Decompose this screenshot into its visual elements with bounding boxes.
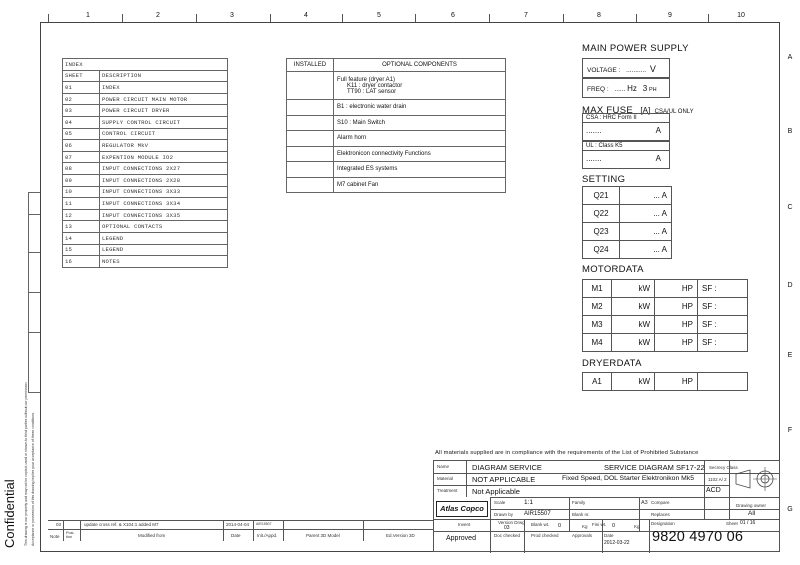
rev-hdr-parent: Parent 3D Model (306, 533, 340, 538)
tb-compare-label: Compare (651, 500, 670, 505)
motor-row (583, 316, 748, 334)
index-sheet: 09 (63, 174, 100, 186)
index-description: OPTIONAL CONTACTS (100, 221, 228, 233)
index-description: LEGEND (100, 244, 228, 256)
atlas-copco-logo-text: Atlas Copco (440, 504, 484, 513)
row-letter: E (787, 352, 793, 359)
title-block (433, 460, 780, 552)
column-number: 10 (737, 12, 745, 19)
tb-blankwt-value: 0 (558, 523, 562, 529)
option-row (287, 177, 506, 193)
installed-cell[interactable] (287, 146, 334, 162)
side-marks (28, 192, 40, 392)
voltage-value: ........... (626, 67, 647, 74)
fuse-csa-box[interactable] (582, 113, 670, 141)
phase-value: 3 (642, 84, 648, 93)
fuse-csa-value: ....... (586, 126, 602, 135)
motordata-title: MOTORDATA (582, 264, 644, 275)
fuse-csa-label: CSA : HRC Form II (583, 114, 669, 123)
tb-material-label: Material (437, 476, 454, 481)
tb-secrecy-label: Secrecy Class (709, 465, 738, 470)
rev-date: 2014-04-04 (226, 522, 250, 527)
freq-box[interactable] (582, 78, 670, 98)
index-description: INPUT CONNECTIONS 3X33 (100, 186, 228, 198)
motor-kw[interactable]: kW (612, 298, 655, 316)
column-number: 9 (668, 12, 672, 19)
setting-row (583, 187, 672, 205)
index-description: LEGEND (100, 232, 228, 244)
index-sheet: 13 (63, 221, 100, 233)
tb-treatment-value: Not Applicable (472, 487, 520, 496)
motor-kw[interactable]: kW (612, 316, 655, 334)
option-label: M7 cabinet Fan (334, 177, 506, 193)
setting-value[interactable]: ... A (620, 223, 672, 241)
motor-sf[interactable]: SF : (698, 334, 748, 352)
option-k11: K11 : dryer contactor (347, 82, 403, 89)
index-row (63, 82, 228, 94)
setting-value[interactable]: ... A (620, 205, 672, 223)
projection-symbol-icon (734, 464, 778, 494)
row-letter: A (787, 54, 793, 61)
installed-cell[interactable] (287, 72, 334, 100)
index-row (63, 128, 228, 140)
tb-scale-label: Scale (494, 500, 506, 505)
motor-id: M3 (583, 316, 612, 334)
column-number: 1 (86, 12, 90, 19)
optional-components-table (286, 58, 506, 193)
motor-id: M2 (583, 298, 612, 316)
confidential-line: This drawing is our property and may not be copied, used or shown to third parties without our permission. (24, 381, 28, 546)
dryerdata-title: DRYERDATA (582, 358, 642, 369)
freq-label: FREQ : (587, 86, 609, 93)
dryer-kw[interactable]: kW (612, 373, 655, 391)
tb-doc-checked: Doc checked (494, 533, 521, 538)
rev-hdr-date: Date (231, 533, 241, 538)
setting-row (583, 205, 672, 223)
motor-kw[interactable]: kW (612, 334, 655, 352)
option-full-feature-label: Full feature (dryer A1) (337, 76, 396, 83)
index-row (63, 186, 228, 198)
index-sheet: 16 (63, 256, 100, 268)
index-description: SUPPLY CONTROL CIRCUIT (100, 116, 228, 128)
option-tt90: TT90 : LAT sensor (347, 88, 397, 95)
motor-hp[interactable]: HP (655, 280, 698, 298)
tb-sheet-value: 01 / 16 (740, 520, 756, 526)
tb-service-value: SERVICE DIAGRAM SF17-22 (604, 463, 705, 472)
compliance-note: All materials supplied are in compliance with the requirements of the List of Prohibited Substance (435, 450, 699, 456)
motor-sf[interactable]: SF : (698, 280, 748, 298)
index-description: REGULATOR MkV (100, 140, 228, 152)
tb-approvals: Approvals (572, 533, 593, 538)
setting-value[interactable]: ... A (620, 187, 672, 205)
freq-value: ...... (614, 86, 626, 93)
components-header: OPTIONAL COMPONENTS (334, 59, 506, 72)
index-description: INPUT CONNECTIONS 3X34 (100, 198, 228, 210)
fuse-ul-box[interactable] (582, 141, 670, 169)
index-sheet: 05 (63, 128, 100, 140)
index-sheet: 03 (63, 105, 100, 117)
index-sheet: 06 (63, 140, 100, 152)
installed-cell[interactable] (287, 162, 334, 178)
dryerdata-table (582, 372, 748, 391)
row-header (780, 22, 800, 552)
tb-fini-label: Fini wt. (592, 522, 607, 527)
index-title: INDEX (63, 59, 228, 71)
column-number: 7 (524, 12, 528, 19)
option-row (287, 115, 506, 131)
installed-header: INSTALLED (287, 59, 334, 72)
installed-cell[interactable] (287, 100, 334, 116)
option-label: Elektronicon connectivity Functions (334, 146, 506, 162)
column-number: 5 (377, 12, 381, 19)
rev-hdr-ed: Ed.Version 3D (386, 533, 415, 538)
fuse-ul-unit: A (655, 154, 661, 163)
tb-blankwt-label: Blank wt. (531, 522, 550, 527)
motor-hp[interactable]: HP (655, 334, 698, 352)
fuse-csa-unit: A (655, 126, 661, 135)
index-row (63, 209, 228, 221)
setting-id: Q24 (583, 241, 620, 259)
confidential-line: Acceptance or possession of this drawing implies your acceptance of these conditions. (31, 411, 35, 546)
index-sheet: 14 (63, 232, 100, 244)
tb-name-label: Name (437, 464, 450, 469)
motor-row (583, 334, 748, 352)
index-description: POWER CIRCUIT DRYER (100, 105, 228, 117)
index-row (63, 174, 228, 186)
rev-hdr-init: Init./Appd. (257, 533, 278, 538)
index-row (63, 221, 228, 233)
index-row (63, 151, 228, 163)
option-label: Alarm horn (334, 131, 506, 147)
motor-kw[interactable]: kW (612, 280, 655, 298)
index-description: NOTES (100, 256, 228, 268)
option-row (287, 162, 506, 178)
tb-invent-label: Invent (458, 522, 471, 527)
option-full-feature (334, 72, 506, 100)
index-row (63, 105, 228, 117)
fuse-ul-label: UL : Class K5 (583, 142, 669, 151)
dryer-hp[interactable]: HP (655, 373, 698, 391)
max-fuse-title: MAX FUSE (582, 105, 633, 116)
index-sheet: 08 (63, 163, 100, 175)
column-number: 3 (230, 12, 234, 19)
voltage-label: VOLTAGE : (587, 67, 621, 74)
motor-row (583, 280, 748, 298)
setting-value[interactable]: ... A (620, 241, 672, 259)
tb-designation-label: Designation (651, 521, 675, 526)
option-label: B1 : electronic water drain (334, 100, 506, 116)
index-row (63, 198, 228, 210)
tb-family-label: Family (572, 500, 586, 505)
revision-block (48, 520, 433, 541)
max-fuse-note: CSA/UL ONLY (654, 109, 694, 115)
tb-version-label: Version Drwg (498, 520, 525, 525)
index-description: INPUT CONNECTIONS 2X27 (100, 163, 228, 175)
row-letter: C (787, 204, 793, 211)
motor-sf[interactable]: SF : (698, 298, 748, 316)
motordata-table (582, 279, 748, 352)
setting-id: Q23 (583, 223, 620, 241)
tb-code-value: 1102 A/ 2 (708, 477, 727, 482)
column-header (0, 12, 800, 22)
column-number: 2 (156, 12, 160, 19)
tb-material-value: NOT APPLICABLE (472, 475, 536, 484)
phase-unit: PH (649, 87, 657, 93)
index-row (63, 140, 228, 152)
index-header-desc: DESCRIPTION (100, 70, 228, 82)
index-sheet: 01 (63, 82, 100, 94)
row-letter: F (787, 427, 793, 434)
tb-drawn-label: Drawn by (494, 512, 514, 517)
index-row (63, 163, 228, 175)
tb-prod-checked: Prod checked (531, 533, 559, 538)
setting-title: SETTING (582, 174, 626, 185)
tb-approved: Approved (446, 535, 476, 542)
index-row (63, 116, 228, 128)
column-number: 4 (304, 12, 308, 19)
option-label: S10 : Main Switch (334, 115, 506, 131)
tb-number: 9820 4970 06 (652, 529, 744, 545)
tb-version-value: 03 (504, 525, 510, 531)
index-description: INPUT CONNECTIONS 3X35 (100, 209, 228, 221)
tb-fini-value: 0 (612, 523, 616, 529)
max-fuse-unit: [A] (640, 106, 651, 115)
rev-number: 03 (56, 522, 62, 527)
index-sheet: 02 (63, 93, 100, 105)
index-description: POWER CIRCUIT MAIN MOTOR (100, 93, 228, 105)
fuse-ul-value: ....... (586, 154, 602, 163)
tb-blank-label: Blank nr. (572, 512, 590, 517)
column-number: 8 (597, 12, 601, 19)
tb-name-value: DIAGRAM SERVICE (472, 463, 542, 472)
setting-table (582, 186, 672, 259)
index-header-sheet: SHEET (63, 70, 100, 82)
motor-row (583, 298, 748, 316)
tb-replaces-label: Replaces (651, 512, 670, 517)
index-sheet: 15 (63, 244, 100, 256)
motor-id: M4 (583, 334, 612, 352)
index-description: CONTROL CIRCUIT (100, 128, 228, 140)
index-description: INDEX (100, 82, 228, 94)
tb-treatment-label: Treatment (437, 488, 458, 493)
index-description: INPUT CONNECTIONS 2X28 (100, 174, 228, 186)
rev-hdr-note: Note (50, 534, 60, 539)
column-number: 6 (451, 12, 455, 19)
installed-cell[interactable] (287, 131, 334, 147)
tb-drawn-value: AIR15507 (524, 511, 551, 517)
index-description: EXPENTION MODULE IO2 (100, 151, 228, 163)
main-power-title: MAIN POWER SUPPLY (582, 43, 689, 54)
setting-row (583, 241, 672, 259)
index-sheet: 04 (63, 116, 100, 128)
row-letter: D (787, 282, 793, 289)
rev-text: update cross ref. & X104:1 added M7 (84, 522, 159, 527)
rev-appr: AIR15507 (256, 522, 272, 526)
motor-hp[interactable]: HP (655, 298, 698, 316)
motor-id: M1 (583, 280, 612, 298)
tb-kg2: Kg (634, 524, 640, 529)
voltage-box[interactable] (582, 58, 670, 78)
confidential-label: Confidential (2, 479, 17, 548)
index-row (63, 256, 228, 268)
option-label: Integrated ES systems (334, 162, 506, 178)
motor-sf[interactable]: SF : (698, 316, 748, 334)
tb-owner-value: All (748, 510, 756, 517)
rev-hdr-mod: Modified from (138, 533, 166, 538)
freq-unit: Hz (627, 84, 637, 93)
index-row (63, 93, 228, 105)
index-sheet: 10 (63, 186, 100, 198)
tb-sheet-label: Sheet (726, 521, 738, 526)
dryer-id: A1 (583, 373, 612, 391)
index-sheet: 07 (63, 151, 100, 163)
row-letter: G (787, 506, 793, 513)
index-row (63, 232, 228, 244)
installed-cell[interactable] (287, 115, 334, 131)
tb-desc-value: Fixed Speed, DOL Starter Elektronikon Mk5 (562, 475, 694, 482)
option-row (287, 146, 506, 162)
option-row (287, 100, 506, 116)
dryer-blank (698, 373, 748, 391)
tb-scale-value: 1:1 (524, 499, 534, 506)
motor-hp[interactable]: HP (655, 316, 698, 334)
tb-date-label: Date (604, 533, 614, 538)
rev-hdr-posi: Posi- tion (66, 531, 75, 539)
voltage-unit: V (649, 64, 656, 74)
setting-id: Q21 (583, 187, 620, 205)
index-row (63, 244, 228, 256)
tb-kg1: Kg (582, 524, 588, 529)
tb-size-value: A3 (641, 500, 648, 506)
atlas-copco-logo (436, 501, 488, 517)
index-sheet: 12 (63, 209, 100, 221)
tb-date-value: 2012-03-22 (604, 540, 630, 546)
index-sheet: 11 (63, 198, 100, 210)
index-table (62, 58, 228, 268)
installed-cell[interactable] (287, 177, 334, 193)
tb-owner-label: Drawing owner (736, 503, 767, 508)
tb-acd-value: ACD (706, 487, 721, 494)
option-row (287, 131, 506, 147)
setting-row (583, 223, 672, 241)
setting-id: Q22 (583, 205, 620, 223)
row-letter: B (787, 128, 793, 135)
